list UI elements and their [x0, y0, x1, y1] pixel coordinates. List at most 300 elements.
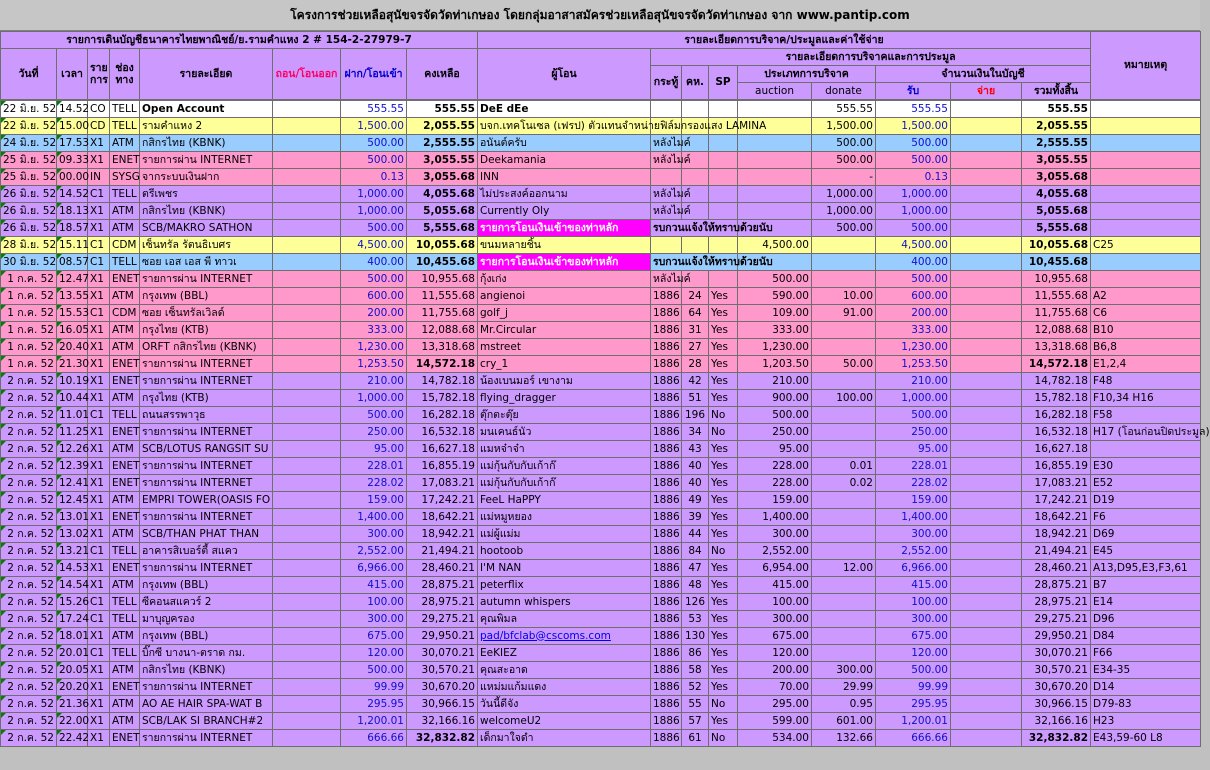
table-row	[1, 560, 1201, 577]
channel-cell: ENET	[110, 730, 140, 747]
pay-cell	[951, 135, 1022, 152]
kratu-cell: 1886	[651, 339, 682, 356]
table-row	[1, 662, 1201, 679]
channel-cell: ATM	[110, 713, 140, 730]
channel-cell: ENET	[110, 356, 140, 373]
deposit-cell: 333.00	[341, 322, 407, 339]
date-cell: 2 ก.ค. 52	[1, 594, 57, 611]
txn-cell: X1	[88, 356, 110, 373]
kh-cell: 64	[682, 305, 709, 322]
balance-cell: 21,494.21	[407, 543, 478, 560]
withdraw-cell	[273, 220, 341, 237]
kh-cell: 42	[682, 373, 709, 390]
kh-cell: 48	[682, 577, 709, 594]
channel-cell: ENET	[110, 373, 140, 390]
receive-cell: 500.00	[876, 135, 951, 152]
remark-cell	[1091, 441, 1201, 458]
txn-cell: X1	[88, 475, 110, 492]
sender-cell: รายการโอนเงินเข้าของท่าหลัก	[478, 220, 651, 237]
balance-cell: 5,555.68	[407, 220, 478, 237]
time-cell: 11.25	[57, 424, 88, 441]
withdraw-cell	[273, 390, 341, 407]
table-row	[1, 645, 1201, 662]
txn-cell: X1	[88, 526, 110, 543]
table-row	[1, 152, 1201, 169]
desc-cell: รายการผ่าน INTERNET	[140, 509, 273, 526]
kh-cell: 40	[682, 475, 709, 492]
date-cell: 2 ก.ค. 52	[1, 730, 57, 747]
balance-cell: 16,627.18	[407, 441, 478, 458]
kh-cell: 61	[682, 730, 709, 747]
receive-cell: 1,253.50	[876, 356, 951, 373]
channel-cell: CDM	[110, 305, 140, 322]
channel-cell: TELL	[110, 407, 140, 424]
total-header: รวมทั้งสิ้น	[1022, 83, 1091, 100]
sp-cell	[709, 101, 738, 118]
auction-cell: 300.00	[738, 611, 812, 628]
pay-cell	[951, 611, 1022, 628]
receive-cell: 200.00	[876, 305, 951, 322]
channel-cell: TELL	[110, 254, 140, 271]
sp-cell: Yes	[709, 713, 738, 730]
txn-cell: X1	[88, 339, 110, 356]
channel-cell: TELL	[110, 611, 140, 628]
deposit-cell: 400.00	[341, 254, 407, 271]
time-cell: 16.05	[57, 322, 88, 339]
channel-header: ช่อง ทาง	[110, 49, 140, 100]
txn-cell: X1	[88, 441, 110, 458]
withdraw-cell	[273, 594, 341, 611]
kratu-cell: รบกวนแจ้งให้ทราบด้วยนับ	[651, 254, 738, 271]
total-cell: 28,875.21	[1022, 577, 1091, 594]
sp-cell: Yes	[709, 339, 738, 356]
auction-header: auction	[738, 83, 812, 100]
sp-cell: No	[709, 696, 738, 713]
balance-cell: 3,055.68	[407, 169, 478, 186]
pay-cell	[951, 186, 1022, 203]
balance-cell: 14,782.18	[407, 373, 478, 390]
desc-cell: กรุงเทพ (BBL)	[140, 288, 273, 305]
total-cell: 10,455.68	[1022, 254, 1091, 271]
deposit-cell: 500.00	[341, 662, 407, 679]
deposit-cell: 500.00	[341, 135, 407, 152]
txn-cell: X1	[88, 458, 110, 475]
desc-cell: กสิกรไทย (KBNK)	[140, 662, 273, 679]
kratu-cell: 1886	[651, 645, 682, 662]
balance-cell: 4,055.68	[407, 186, 478, 203]
sender-header: ผู้โอน	[478, 49, 651, 100]
pay-cell	[951, 254, 1022, 271]
balance-cell: 10,955.68	[407, 271, 478, 288]
time-cell: 22.42	[57, 730, 88, 747]
balance-header: คงเหลือ	[407, 49, 478, 100]
receive-cell: 228.01	[876, 458, 951, 475]
sender-cell: Currently Oly	[478, 203, 651, 220]
receive-cell: 1,000.00	[876, 203, 951, 220]
total-cell: 16,855.19	[1022, 458, 1091, 475]
receive-cell: 120.00	[876, 645, 951, 662]
auction-cell: 6,954.00	[738, 560, 812, 577]
donate-cell: 10.00	[812, 288, 876, 305]
pay-cell	[951, 628, 1022, 645]
kh-cell: 86	[682, 645, 709, 662]
deposit-cell: 95.00	[341, 441, 407, 458]
txn-cell: CO	[88, 101, 110, 118]
txn-cell: X1	[88, 628, 110, 645]
table-row	[1, 628, 1201, 645]
pay-cell	[951, 305, 1022, 322]
deposit-cell: 295.95	[341, 696, 407, 713]
donate-cell	[812, 339, 876, 356]
kratu-cell: 1886	[651, 543, 682, 560]
kratu-cell: 1886	[651, 475, 682, 492]
remark-cell: A2	[1091, 288, 1201, 305]
date-cell: 1 ก.ค. 52	[1, 322, 57, 339]
time-cell: 10.19	[57, 373, 88, 390]
txn-cell: X1	[88, 220, 110, 237]
withdraw-cell	[273, 509, 341, 526]
pay-cell	[951, 543, 1022, 560]
donate-cell	[812, 254, 876, 271]
table-row	[1, 356, 1201, 373]
auction-cell: 70.00	[738, 679, 812, 696]
txn-cell: C1	[88, 645, 110, 662]
kh-cell: 40	[682, 458, 709, 475]
receive-header: รับ	[876, 83, 951, 100]
time-cell: 14.53	[57, 560, 88, 577]
date-cell: 2 ก.ค. 52	[1, 373, 57, 390]
sender-cell: ไม่ประสงค์ออกนาม	[478, 186, 651, 203]
balance-cell: 10,455.68	[407, 254, 478, 271]
balance-cell: 17,242.21	[407, 492, 478, 509]
time-cell: 14.52	[57, 186, 88, 203]
desc-cell: รายการผ่าน INTERNET	[140, 373, 273, 390]
remark-cell: B7	[1091, 577, 1201, 594]
receive-cell: 1,230.00	[876, 339, 951, 356]
deposit-cell: 1,000.00	[341, 390, 407, 407]
kratu-cell: 1886	[651, 577, 682, 594]
pay-cell	[951, 526, 1022, 543]
total-cell: 28,460.21	[1022, 560, 1091, 577]
total-cell: 14,572.18	[1022, 356, 1091, 373]
pay-cell	[951, 271, 1022, 288]
pay-cell	[951, 152, 1022, 169]
txn-cell: X1	[88, 203, 110, 220]
withdraw-cell	[273, 611, 341, 628]
withdraw-cell	[273, 169, 341, 186]
remark-cell: E45	[1091, 543, 1201, 560]
time-cell: 17.53	[57, 135, 88, 152]
receive-cell: 400.00	[876, 254, 951, 271]
sp-cell: Yes	[709, 305, 738, 322]
remark-cell	[1091, 220, 1201, 237]
channel-cell: ENET	[110, 271, 140, 288]
donate-cell	[812, 322, 876, 339]
txn-cell: C1	[88, 594, 110, 611]
date-cell: 2 ก.ค. 52	[1, 475, 57, 492]
total-cell: 17,242.21	[1022, 492, 1091, 509]
sp-cell: Yes	[709, 662, 738, 679]
channel-cell: TELL	[110, 118, 140, 135]
auction-cell: 590.00	[738, 288, 812, 305]
desc-cell: รายการผ่าน INTERNET	[140, 458, 273, 475]
balance-cell: 555.55	[407, 101, 478, 118]
deposit-cell: 0.13	[341, 169, 407, 186]
deposit-cell: 159.00	[341, 492, 407, 509]
receive-cell: 666.66	[876, 730, 951, 747]
deposit-cell: 300.00	[341, 526, 407, 543]
receive-cell: 100.00	[876, 594, 951, 611]
pay-header: จ่าย	[951, 83, 1022, 100]
kh-cell: 39	[682, 509, 709, 526]
sp-cell: Yes	[709, 594, 738, 611]
time-cell: 15.53	[57, 305, 88, 322]
amount-in-account-header: จำนวนเงินในบัญชี	[876, 66, 1091, 83]
pay-cell	[951, 118, 1022, 135]
donate-cell: 0.95	[812, 696, 876, 713]
auction-cell: 228.00	[738, 458, 812, 475]
time-cell: 17.24	[57, 611, 88, 628]
pay-cell	[951, 322, 1022, 339]
time-cell: 20.20	[57, 679, 88, 696]
desc-cell: รายการผ่าน INTERNET	[140, 475, 273, 492]
pay-cell	[951, 339, 1022, 356]
kratu-cell: หลังไมค์	[651, 152, 682, 169]
sender-cell: cry_1	[478, 356, 651, 373]
channel-cell: ATM	[110, 662, 140, 679]
sender-cell: flying_dragger	[478, 390, 651, 407]
pay-cell	[951, 645, 1022, 662]
sp-cell: Yes	[709, 611, 738, 628]
table-row	[1, 509, 1201, 526]
deposit-cell: 1,000.00	[341, 186, 407, 203]
channel-cell: SYSG	[110, 169, 140, 186]
sender-cell: แมหจ๋าจ๋า	[478, 441, 651, 458]
donate-cell: 132.66	[812, 730, 876, 747]
kratu-cell	[651, 101, 682, 118]
receive-cell: 600.00	[876, 288, 951, 305]
receive-cell: 228.02	[876, 475, 951, 492]
table-row	[1, 577, 1201, 594]
sp-cell	[709, 169, 738, 186]
total-cell: 30,966.15	[1022, 696, 1091, 713]
sp-cell: Yes	[709, 577, 738, 594]
receive-cell: 555.55	[876, 101, 951, 118]
withdraw-cell	[273, 713, 341, 730]
date-cell: 2 ก.ค. 52	[1, 696, 57, 713]
total-cell: 12,088.68	[1022, 322, 1091, 339]
deposit-cell: 1,253.50	[341, 356, 407, 373]
sp-cell: Yes	[709, 475, 738, 492]
channel-cell: TELL	[110, 594, 140, 611]
desc-cell: กรุงไทย (KTB)	[140, 322, 273, 339]
desc-cell: รามคำแหง 2	[140, 118, 273, 135]
withdraw-cell	[273, 407, 341, 424]
sender-cell: DeE dEe	[478, 101, 651, 118]
kh-cell: 28	[682, 356, 709, 373]
kratu-cell: 1886	[651, 611, 682, 628]
table-row	[1, 696, 1201, 713]
withdraw-cell	[273, 543, 341, 560]
kh-cell: 31	[682, 322, 709, 339]
txn-cell: X1	[88, 492, 110, 509]
sp-cell	[709, 271, 738, 288]
auction-cell: 1,203.50	[738, 356, 812, 373]
pay-cell	[951, 288, 1022, 305]
channel-cell: ATM	[110, 135, 140, 152]
desc-cell: SCB/THAN PHAT THAN	[140, 526, 273, 543]
balance-cell: 5,055.68	[407, 203, 478, 220]
kratu-cell: 1886	[651, 458, 682, 475]
withdraw-cell	[273, 356, 341, 373]
remark-cell: E34-35	[1091, 662, 1201, 679]
total-cell: 18,942.21	[1022, 526, 1091, 543]
remark-cell: B10	[1091, 322, 1201, 339]
sp-cell: Yes	[709, 509, 738, 526]
channel-cell: ENET	[110, 509, 140, 526]
desc-cell: กรุงไทย (KTB)	[140, 390, 273, 407]
table-row	[1, 441, 1201, 458]
kh-cell: 49	[682, 492, 709, 509]
deposit-cell: 120.00	[341, 645, 407, 662]
pay-cell	[951, 594, 1022, 611]
date-cell: 2 ก.ค. 52	[1, 492, 57, 509]
pay-cell	[951, 390, 1022, 407]
time-cell: 14.54	[57, 577, 88, 594]
desc-cell: SCB/LAK SI BRANCH#2	[140, 713, 273, 730]
pay-cell	[951, 696, 1022, 713]
txn-cell: IN	[88, 169, 110, 186]
kratu-cell: 1886	[651, 560, 682, 577]
remark-cell: E1,2,4	[1091, 356, 1201, 373]
table-row	[1, 288, 1201, 305]
receive-cell: 1,000.00	[876, 390, 951, 407]
date-cell: 1 ก.ค. 52	[1, 356, 57, 373]
channel-cell: ATM	[110, 577, 140, 594]
sender-cell: I'M NAN	[478, 560, 651, 577]
sp-cell: Yes	[709, 492, 738, 509]
balance-cell: 2,055.55	[407, 118, 478, 135]
remark-cell	[1091, 203, 1201, 220]
withdraw-cell	[273, 730, 341, 747]
kh-cell: 58	[682, 662, 709, 679]
desc-cell: ซอย เอส เอส พี ทาวเ	[140, 254, 273, 271]
txn-cell: CD	[88, 118, 110, 135]
deposit-cell: 99.99	[341, 679, 407, 696]
table-row	[1, 526, 1201, 543]
kh-header: คห.	[682, 66, 709, 100]
deposit-header: ฝาก/โอนเข้า	[341, 49, 407, 100]
auction-cell: 228.00	[738, 475, 812, 492]
kh-cell: 130	[682, 628, 709, 645]
receive-cell: 1,400.00	[876, 509, 951, 526]
desc-cell: รายการผ่าน INTERNET	[140, 560, 273, 577]
table-row	[1, 322, 1201, 339]
time-cell: 21.36	[57, 696, 88, 713]
donate-cell: 0.02	[812, 475, 876, 492]
auction-cell: 159.00	[738, 492, 812, 509]
desc-cell: รายการผ่าน INTERNET	[140, 271, 273, 288]
date-cell: 2 ก.ค. 52	[1, 407, 57, 424]
withdraw-cell	[273, 662, 341, 679]
remark-cell: A13,D95,E3,F3,61	[1091, 560, 1201, 577]
channel-cell: ATM	[110, 203, 140, 220]
balance-cell: 3,055.55	[407, 152, 478, 169]
desc-cell: SCB/LOTUS RANGSIT SU	[140, 441, 273, 458]
table-row	[1, 373, 1201, 390]
sp-cell: Yes	[709, 322, 738, 339]
date-cell: 26 มิ.ย. 52	[1, 186, 57, 203]
auction-cell: 300.00	[738, 526, 812, 543]
desc-cell: กสิกรไทย (KBNK)	[140, 135, 273, 152]
desc-cell: กรุงเทพ (BBL)	[140, 577, 273, 594]
withdraw-cell	[273, 339, 341, 356]
deposit-cell: 250.00	[341, 424, 407, 441]
remark-cell: F6	[1091, 509, 1201, 526]
remark-cell: D19	[1091, 492, 1201, 509]
auction-cell	[738, 203, 812, 220]
remark-cell: B6,8	[1091, 339, 1201, 356]
balance-cell: 32,832.82	[407, 730, 478, 747]
kh-cell: 44	[682, 526, 709, 543]
deposit-cell: 600.00	[341, 288, 407, 305]
deposit-cell: 2,552.00	[341, 543, 407, 560]
remark-cell: C25	[1091, 237, 1201, 254]
sender-cell: แหม่มแก้มแดง	[478, 679, 651, 696]
table-row	[1, 101, 1201, 118]
desc-cell: Open Account	[140, 101, 273, 118]
auction-cell: 250.00	[738, 424, 812, 441]
total-cell: 3,055.68	[1022, 169, 1091, 186]
sender-cell: บจก.เทคโนเซล (เฟรป) ตัวแทนจำหน่ายฟิล์มกรองแสง LAMINA	[478, 118, 651, 135]
donate-cell: 500.00	[812, 152, 876, 169]
auction-cell: 500.00	[738, 271, 812, 288]
time-cell: 18.57	[57, 220, 88, 237]
donate-cell: 601.00	[812, 713, 876, 730]
auction-cell	[738, 135, 812, 152]
sender-cell: มนเคนธ์นัว	[478, 424, 651, 441]
table-row	[1, 713, 1201, 730]
desc-cell: รายการผ่าน INTERNET	[140, 679, 273, 696]
deposit-cell: 415.00	[341, 577, 407, 594]
kh-cell: 43	[682, 441, 709, 458]
total-cell: 16,532.18	[1022, 424, 1091, 441]
kh-cell: 52	[682, 679, 709, 696]
receive-cell: 250.00	[876, 424, 951, 441]
table-row	[1, 186, 1201, 203]
sender-cell: อนันต์ครับ	[478, 135, 651, 152]
balance-cell: 28,875.21	[407, 577, 478, 594]
receive-cell: 210.00	[876, 373, 951, 390]
channel-cell: CDM	[110, 237, 140, 254]
sp-cell: No	[709, 543, 738, 560]
txn-cell: X1	[88, 271, 110, 288]
table-row	[1, 407, 1201, 424]
auction-cell: 120.00	[738, 645, 812, 662]
time-cell: 10.44	[57, 390, 88, 407]
table-row	[1, 543, 1201, 560]
table-row	[1, 305, 1201, 322]
auction-cell: 415.00	[738, 577, 812, 594]
kratu-cell: 1886	[651, 696, 682, 713]
header-table	[0, 31, 1201, 100]
donate-cell: 500.00	[812, 135, 876, 152]
time-cell: 13.21	[57, 543, 88, 560]
deposit-cell: 500.00	[341, 271, 407, 288]
withdraw-cell	[273, 492, 341, 509]
deposit-cell: 500.00	[341, 220, 407, 237]
sp-cell: No	[709, 407, 738, 424]
